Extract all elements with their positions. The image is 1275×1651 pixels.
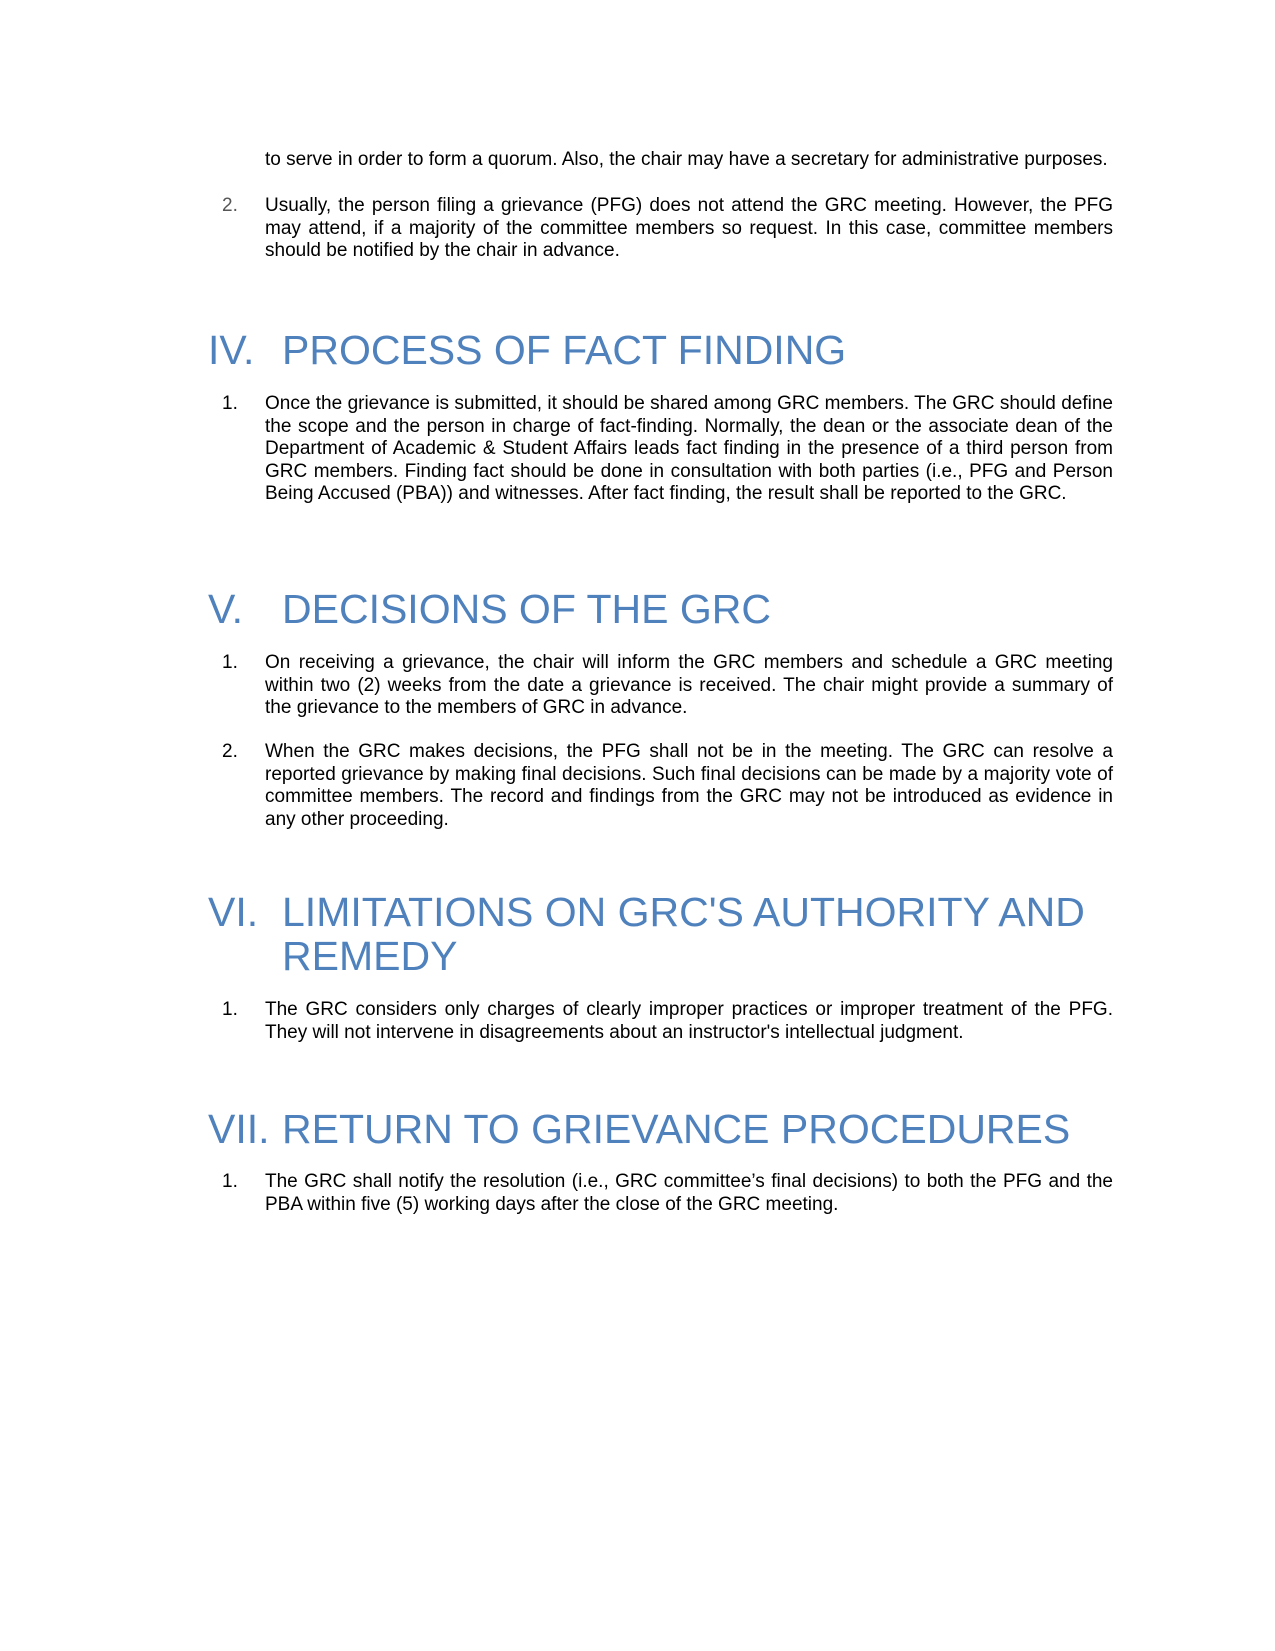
list-item-number: 2. bbox=[222, 195, 238, 216]
list-item-number: 2. bbox=[222, 741, 238, 762]
section-number: VII. bbox=[208, 1106, 270, 1152]
section-title: DECISIONS OF THE GRC bbox=[282, 586, 772, 632]
list-item-text: On receiving a grievance, the chair will inform the GRC members and schedule a GRC meeting within two (2) weeks from the date a grievance is received. The chair might provide a summary of the grievance to the members of GRC in advance. bbox=[265, 652, 1113, 719]
list-item-number: 1. bbox=[222, 393, 238, 414]
intro-continuation-paragraph: to serve in order to form a quorum. Also, the chair may have a secretary for administrative purposes. bbox=[265, 149, 1108, 170]
section-title: LIMITATIONS ON GRC'S AUTHORITY AND REMEDY bbox=[282, 889, 1085, 979]
section-number: VI. bbox=[208, 889, 259, 935]
list-item-text: The GRC shall notify the resolution (i.e., GRC committee’s final decisions) to both the PFG and the PBA within five (5) working days after the close of the GRC meeting. bbox=[265, 1171, 1113, 1215]
section-number: IV. bbox=[208, 327, 255, 373]
section-number: V. bbox=[208, 586, 243, 632]
list-item-text: When the GRC makes decisions, the PFG shall not be in the meeting. The GRC can resolve a reported grievance by making final decisions. Such final decisions can be made by a majority vote of committee members. The record and findings from the GRC may not be introduced as evidence in any other proceeding. bbox=[265, 741, 1113, 830]
list-item-number: 1. bbox=[222, 652, 238, 673]
list-item-number: 1. bbox=[222, 1171, 238, 1192]
list-item-text: Usually, the person filing a grievance (PFG) does not attend the GRC meeting. However, the PFG may attend, if a majority of the committee members so request. In this case, committee members should be notified by the chair in advance. bbox=[265, 195, 1113, 262]
section-title: PROCESS OF FACT FINDING bbox=[282, 327, 847, 373]
list-item-text: Once the grievance is submitted, it should be shared among GRC members. The GRC should define the scope and the person in charge of fact-finding. Normally, the dean or the associate dean of the Department of Academic & Student Affairs leads fact finding in the presence of a third person from GRC members. Finding fact should be done in consultation with both parties (i.e., PFG and Person Being Accused (PBA)) and witnesses. After fact finding, the result shall be reported to the GRC. bbox=[265, 393, 1113, 505]
list-item-text: The GRC considers only charges of clearly improper practices or improper treatment of the PFG. They will not intervene in disagreements about an instructor's intellectual judgment. bbox=[265, 999, 1113, 1043]
list-item-number: 1. bbox=[222, 999, 238, 1020]
section-title: RETURN TO GRIEVANCE PROCEDURES bbox=[282, 1106, 1071, 1152]
